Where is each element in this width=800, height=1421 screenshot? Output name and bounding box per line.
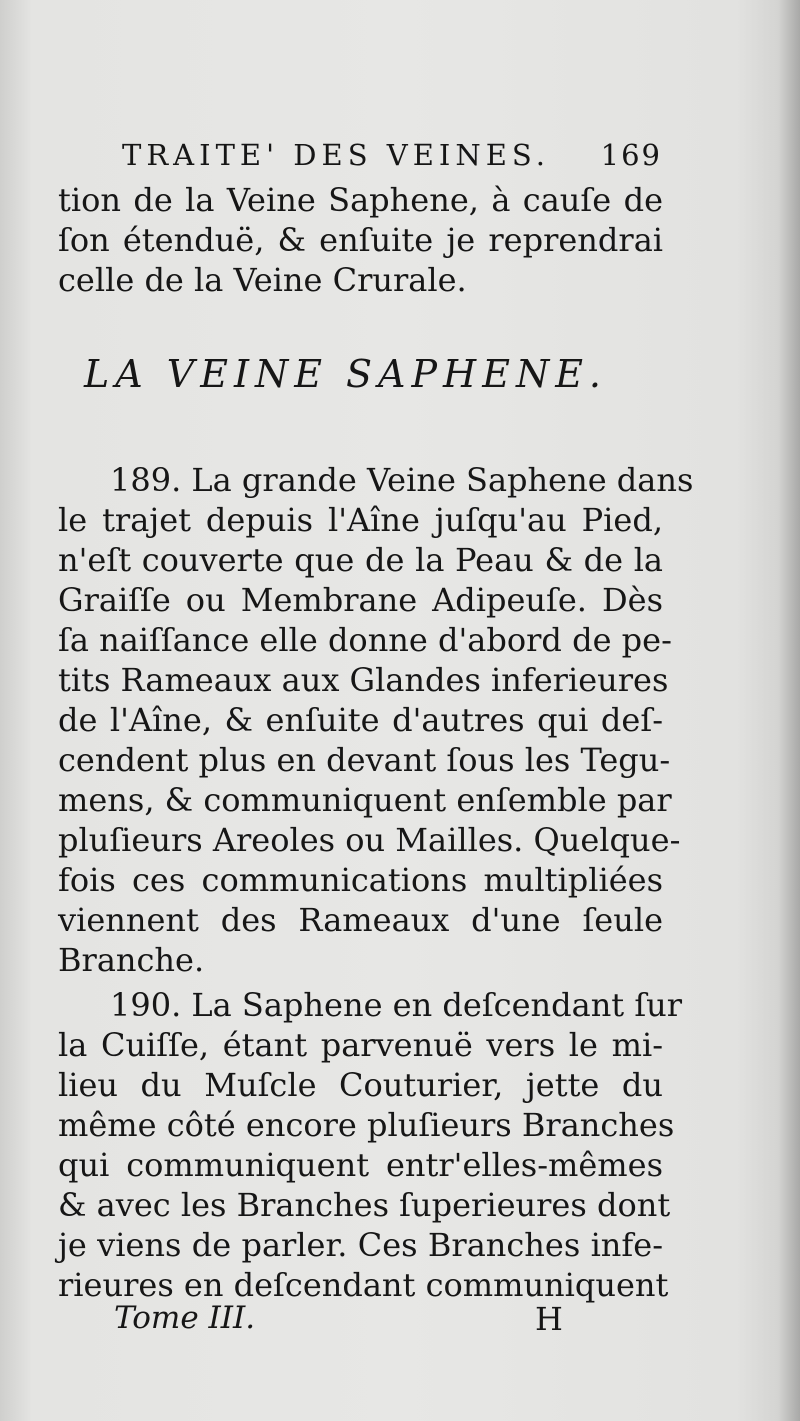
text-line: le trajet depuis l'Aîne juſqu'au Pied, (58, 501, 663, 539)
section-heading: LA VEINE SAPHENE. (84, 352, 608, 396)
text-line: ſon étenduë, & enſuite je reprendrai (58, 221, 663, 259)
text-line: cendent plus en devant ſous les Tegu- (58, 741, 671, 779)
page-number: 169 (600, 138, 662, 172)
text-line: celle de la Veine Crurale. (58, 261, 467, 299)
page-edge-shadow (778, 0, 800, 1421)
text-line: de l'Aîne, & enſuite d'autres qui deſ- (58, 701, 663, 739)
text-line: mens, & communiquent enſemble par (58, 781, 672, 819)
text-line: je viens de parler. Ces Branches infe- (58, 1226, 663, 1264)
text-line: qui communiquent entr'elles-mêmes (58, 1146, 663, 1184)
text-line: viennent des Rameaux d'une ſeule (58, 901, 663, 939)
signature-mark: Tome III. (114, 1300, 256, 1336)
text-line: la Cuiſſe, étant parvenuë vers le mi- (58, 1026, 663, 1064)
text-line: tits Rameaux aux Glandes inferieures (58, 661, 669, 699)
running-title: TRAITE' DES VEINES. (122, 138, 550, 172)
text-line: rieures en deſcendant communiquent (58, 1266, 669, 1304)
gathering-mark: H (535, 1300, 563, 1338)
text-line: même côté encore pluſieurs Branches (58, 1106, 675, 1144)
text-line: tion de la Veine Saphene, à cauſe de (58, 181, 663, 219)
text-line: & avec les Branches ſuperieures dont (58, 1186, 671, 1224)
text-line: Graiſſe ou Membrane Adipeuſe. Dès (58, 581, 663, 619)
text-line: lieu du Muſcle Couturier, jette du (58, 1066, 663, 1104)
text-line: ſa naiſſance elle donne d'abord de pe- (58, 621, 672, 659)
text-line: n'eſt couverte que de la Peau & de la (58, 541, 663, 579)
running-header (122, 138, 662, 178)
paragraph-first-line: 190. La Saphene en deſcendant ſur (110, 986, 683, 1024)
text-line: Branche. (58, 941, 205, 979)
text-line: fois ces communications multipliées (58, 861, 663, 899)
text-line: pluſieurs Areoles ou Mailles. Quelque- (58, 821, 681, 859)
paragraph-first-line: 189. La grande Veine Saphene dans (110, 461, 694, 499)
